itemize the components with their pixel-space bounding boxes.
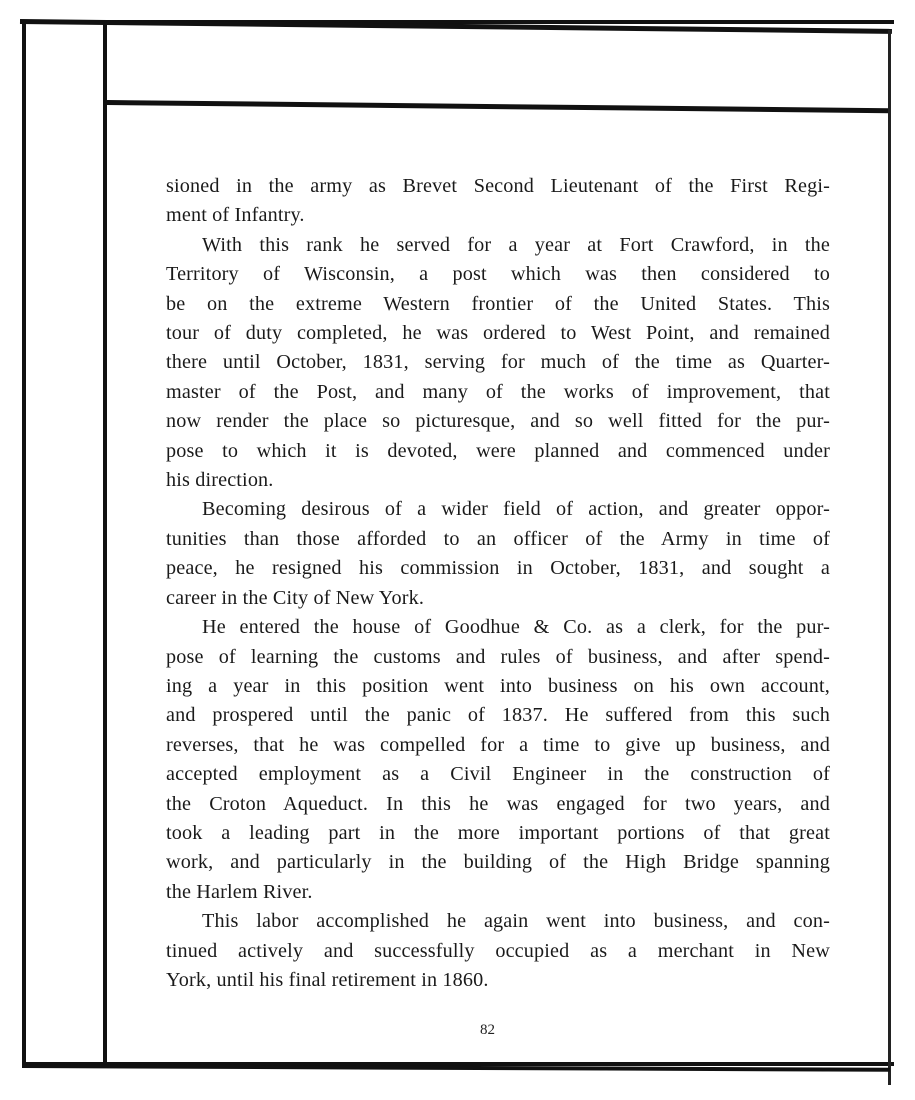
text-line: ing a year in this position went into business on his own account, [166, 674, 830, 697]
text-line: his direction. [166, 469, 274, 492]
text-line: took a leading part in the more important portions of that great [166, 821, 830, 844]
margin-rule [103, 22, 107, 1068]
text-line: tinued actively and successfully occupied as a merchant in New [166, 939, 830, 962]
paragraph [166, 172, 830, 231]
text-line: now render the place so picturesque, and so well fitted for the pur- [166, 410, 830, 433]
text-line: pose of learning the customs and rules of business, and after spend- [166, 645, 830, 668]
text-line: career in the City of New York. [166, 586, 425, 609]
text-line: be on the extreme Western frontier of the United States. This [166, 292, 830, 315]
text-line: tour of duty completed, he was ordered to West Point, and remained [166, 322, 830, 345]
text-line: He entered the house of Goodhue & Co. as a clerk, for the pur- [202, 616, 830, 639]
text-line: there until October, 1831, serving for much of the time as Quarter- [166, 351, 830, 374]
page-number: 82 [480, 1022, 495, 1038]
text-line: Territory of Wisconsin, a post which was then considered to [166, 263, 830, 286]
text-line: pose to which it is devoted, were planned and commenced under [166, 439, 830, 462]
text-line: ment of Infantry. [166, 204, 305, 227]
text-line: sioned in the army as Brevet Second Lieutenant of the First Regi- [166, 175, 830, 197]
body-text [166, 172, 830, 995]
text-line: the Croton Aqueduct. In this he was engaged for two years, and [166, 792, 830, 815]
text-line: Becoming desirous of a wider field of action, and greater oppor- [202, 498, 830, 521]
text-line: and prospered until the panic of 1837. He suffered from this such [166, 704, 830, 727]
paragraph [166, 907, 830, 995]
text-line: With this rank he served for a year at Fort Crawford, in the [202, 233, 830, 256]
text-line: peace, he resigned his commission in October, 1831, and sought a [166, 557, 830, 580]
text-line: tunities than those afforded to an officer of the Army in time of [166, 527, 830, 550]
page-border-right [888, 30, 891, 1085]
text-line: master of the Post, and many of the works of improvement, that [166, 380, 830, 403]
text-line: the Harlem River. [166, 880, 313, 903]
text-line: work, and particularly in the building of the High Bridge spanning [166, 851, 830, 874]
paragraph [166, 495, 830, 613]
paragraph [166, 231, 830, 496]
text-line: reverses, that he was compelled for a time to give up business, and [166, 733, 830, 756]
text-line: accepted employment as a Civil Engineer in the construction of [166, 763, 830, 786]
text-line: This labor accomplished he again went into business, and con- [202, 910, 830, 933]
text-line: York, until his final retirement in 1860. [166, 968, 489, 991]
paragraph [166, 613, 830, 907]
